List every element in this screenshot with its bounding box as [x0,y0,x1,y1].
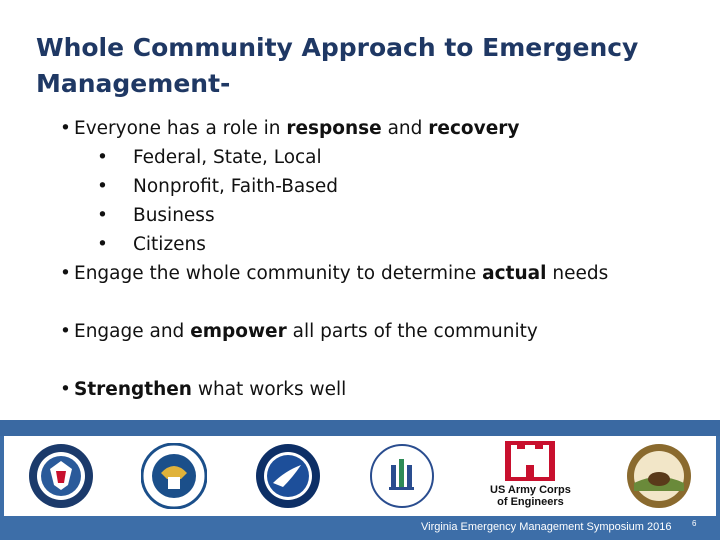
title-line-2: Management- [36,69,231,98]
bullet-strengthen [60,375,700,404]
bullet-text: Engage and [74,321,191,342]
bullet-text: needs [546,263,609,284]
bullet-dot: • [97,234,108,255]
bullet-dot: • [97,205,108,226]
bullet-emphasis: recovery [428,118,520,139]
hud-seal-icon [369,443,435,509]
footer-text: Virginia Emergency Management Symposium 2016 [421,521,672,533]
bullet-emphasis: empower [190,321,287,342]
bullet-text: Engage the whole community to determine [74,263,483,284]
bullet-text: Everyone has a role in [74,118,287,139]
bullet-empower [60,317,700,346]
bullet-text: what works well [191,379,347,400]
commerce-seal-icon [141,443,207,509]
usace-text-line-2: of Engineers [497,496,564,508]
sub-bullet-citizens [60,230,700,259]
sub-bullet-text: Nonprofit, Faith-Based [133,176,339,197]
dhs-seal-icon [28,443,94,509]
usace-text-line-1: US Army Corps [490,484,571,496]
bullet-text: and [381,118,429,139]
bullet-dot: • [60,263,71,284]
footer-band-top [0,420,720,436]
bullet-dot: • [97,147,108,168]
bullet-emphasis: actual [482,263,547,284]
title-line-1: Whole Community Approach to Emergency [36,33,639,62]
sub-bullet-text: Federal, State, Local [133,147,322,168]
bullet-emphasis: Strengthen [74,379,192,400]
sub-bullet-text: Business [133,205,215,226]
bullet-emphasis: response [286,118,382,139]
slide-title [36,30,676,102]
agency-logo-strip [4,436,716,516]
sub-bullet-text: Citizens [133,234,206,255]
sub-bullet-business [60,201,700,230]
usace-logo [482,441,578,511]
bullet-text: all parts of the community [286,321,538,342]
bullet-engage-needs [60,259,700,288]
bullet-dot: • [97,176,108,197]
bullet-dot: • [60,118,71,139]
interior-seal-icon [626,443,692,509]
hhs-seal-icon [255,443,321,509]
page-number: 6 [692,519,697,528]
castle-icon [505,441,555,481]
bullet-list [60,114,700,404]
bullet-dot: • [60,321,71,342]
bullet-dot: • [60,379,71,400]
sub-bullet-federal [60,143,700,172]
bullet-roles [60,114,700,143]
sub-bullet-nonprofit [60,172,700,201]
